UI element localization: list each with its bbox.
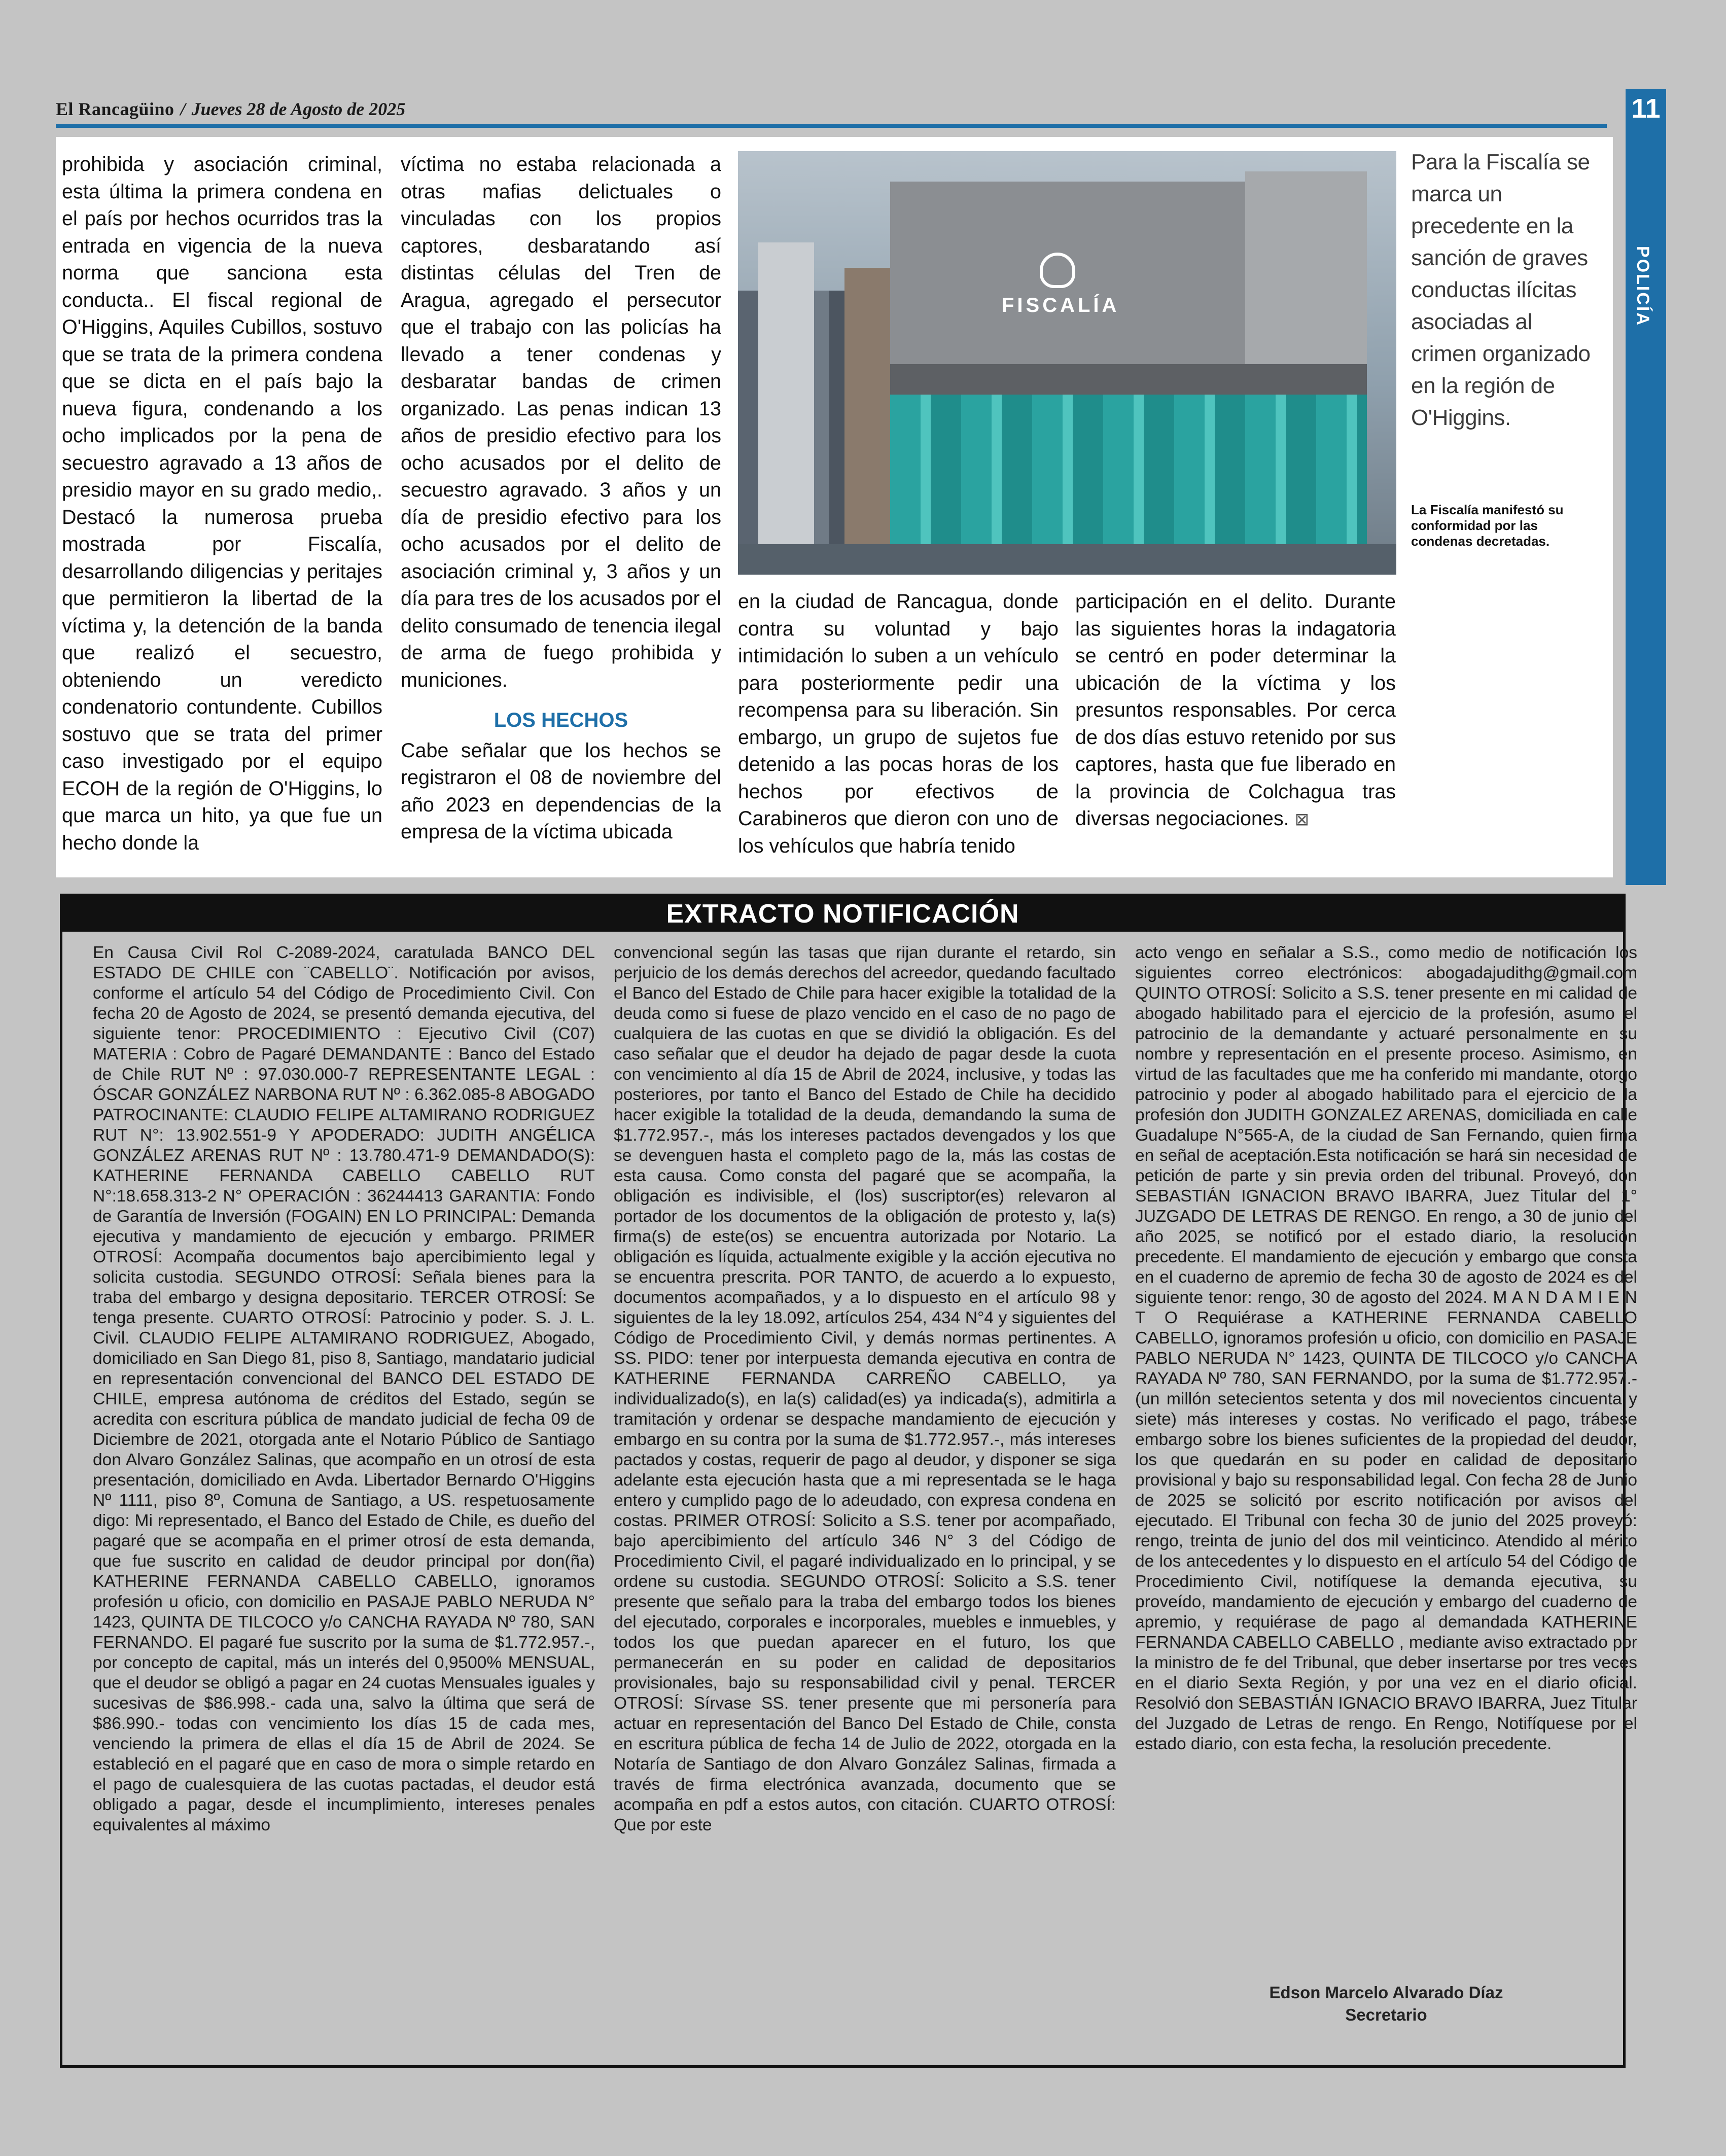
article-text: Cabe señalar que los hechos se registraron el 08 de noviembre del año 2023 en dependencias de la empresa de la víctima ubicada bbox=[401, 739, 721, 843]
article-text bbox=[1075, 588, 1396, 834]
page-header bbox=[56, 91, 1603, 127]
notice-column-3: acto vengo en señalar a S.S., como medio de notificación los siguientes correo electrónicos: abogadajudithg@gmail.com QUINTO OTROSÍ: Solicito a S.S. tener presente en mi calidad de abogado habilitado para el ejercicio de la profesión, asumo el patrocinio de la demandante y actuaré personalmente en su nombre y representación en el presente proceso. Asimismo, en virtud de las facultades que me ha conferido mi mandante, otorgo patrocinio y poder al abogado habilitado para el ejercicio de la profesión don JUDITH GONZALEZ ARENAS, domiciliada en calle Guadalupe N°565-A, de la ciudad de San Fernando, quien firma en señal de aceptación.Esta notificación se hará sin necesidad de petición de parte y sin previa orden del tribunal. Proveyó, don SEBASTIÁN IGNACION BRAVO IBARRA, Juez Titular del 1° JUZGADO DE LETRAS DE RENGO. En rengo, a 30 de junio del año 2025, se notificó por el estado diario, la resolución precedente. El mandamiento de ejecución y embargo que consta en el cuaderno de apremio de fecha 30 de agosto de 2024 es del siguiente tenor: rengo, 30 de agosto del 2024. M A N D A M I E N T O Requiérase a KATHERINE FERNANDA CABELLO CABELLO, ignoramos profesión u oficio, con domicilio en PASAJE PABLO NERUDA N° 1423, QUINTA DE TILCOCO y/o CANCHA RAYADA Nº 780, SAN FERNANDO, por la suma de $1.772.957.- (un millón setecientos setenta y dos mil novecientos cincuenta y siete) más intereses y costas. No verificado el pago, trábese embargo sobre los bienes suficientes de la propiedad del deudor, los que quedarán en su poder en calidad de depositario provisional y bajo su responsabilidad legal. Con fecha 28 de Junio de 2025 se solicitó por escrito notificación por avisos del ejecutado. El Tribunal con fecha 30 de junio del 2025 proveyó: rengo, treinta de junio del dos mil veinticinco. Atendido al mérito de los antecedentes y lo dispuesto en el artículo 54 del Código de Procedimiento Civil, notifíquese la demanda ejecutiva, su proveído, mandamiento de ejecución y embargo del cuaderno de apremio, y requiérase de pago al demandada KATHERINE FERNANDA CABELLO CABELLO , mediante aviso extractado por la ministro de fe del Tribunal, que deber insertarse por tres veces en el diario Sexta Región, y por una vez en el diario oficial. Resolvió don SEBASTIÁN IGNACIO BRAVO IBARRA, Juez Titular del Juzgado de Letras de rengo. En Rengo, Notifíquese por el estado diario, con esta fecha, la resolución precedente. bbox=[1135, 943, 1637, 1753]
page-number: 11 bbox=[1631, 93, 1661, 124]
article-text: en la ciudad de Rancagua, donde contra su voluntad y bajo intimidación lo suben a un vehículo para posteriormente pedir una recompensa para su liberación. Sin embargo, un grupo de sujetos fue detenido a las pocas horas de los hechos por efectivos de Carabineros que dieron con uno de los vehículos que habría tenido bbox=[738, 590, 1059, 857]
notice-title: EXTRACTO NOTIFICACIÓN bbox=[62, 896, 1623, 932]
article-column-3 bbox=[738, 588, 1059, 860]
signer-name: Edson Marcelo Alvarado Díaz bbox=[1269, 1983, 1503, 2002]
notice-signature bbox=[1135, 1982, 1637, 2026]
notice-column-2: convencional según las tasas que rijan durante el retardo, sin perjuicio de los demás derechos del acreedor, quedando facultado el Banco del Estado de Chile para hacer exigible la totalidad de la deuda como si fuese de plazo vencido en el caso de no pago de cualquiera de las cuotas en que se dividió la obligación. Es del caso señalar que el deudor ha dejado de pagar desde la cuota con vencimiento al día 15 de Abril de 2024, inclusive, y todas las posteriores, por tanto el Banco del Estado de Chile ha decidido hacer exigible la totalidad de la deuda, demandando la suma de $1.772.957.-, más los intereses pactados devengados y los que se devenguen hasta el completo pago de la, más las costas de esta causa. Como consta del pagaré que se acompaña, la obligación es indivisible, el (los) suscriptor(es) relevaron al portador de los documentos de la obligación de protesto y, la(s) firma(s) de este(os) se encuentra autorizada por Notario. La obligación es líquida, actualmente exigible y la acción ejecutiva no se encuentra prescrita. POR TANTO, de acuerdo a lo expuesto, documentos acompañados, y a lo dispuesto en el artículo 98 y siguientes de la ley 18.092, artículos 254, 434 N°4 y siguientes del Código de Procedimiento Civil, y demás normas pertinentes. A SS. PIDO: tener por interpuesta demanda ejecutiva en contra de KATHERINE FERNANDA CARREÑO CABELLO, ya individualizado(s), en la(s) calidad(es) ya indicada(s), admitirla a tramitación y ordenar se despache mandamiento de ejecución y embargo en su contra por la suma de $1.772.957.-, más intereses pactados y costas, requerir de pago al deudor, y disponer se siga adelante esta ejecución hasta que a mi representada se le haga entero y cumplido pago de lo adeudado, con expresa condena en costas. PRIMER OTROSÍ: Solicito a S.S. tener por acompañado, bajo apercibimiento del artículo 346 N° 3 del Código de Procedimiento Civil, el pagaré individualizado en lo principal, y se ordene su custodia. SEGUNDO OTROSÍ: Solicito a S.S. tener presente que señalo para la traba del embargo todos los bienes del ejecutado, corporales e incorporales, muebles e inmuebles, y todos los que puedan aparecer en el futuro, los que permanecerán en su poder en calidad de depositarios provisionales, bajo su responsabilidad civil y penal. TERCER OTROSÍ: Sírvase SS. tener presente que mi personería para actuar en representación del Banco Del Estado de Chile, consta en escritura pública de fecha 14 de Julio de 2022, otorgada en la Notaría de Santiago de don Alvaro González Salinas, firmada a través de firma electrónica avanzada, documento que se acompaña en pdf a estos autos, con citación. CUARTO OTROSÍ: Que por este bbox=[614, 943, 1116, 1834]
article-photo bbox=[738, 151, 1396, 575]
notice-column-1: En Causa Civil Rol C-2089-2024, caratulada BANCO DEL ESTADO DE CHILE con ¨CABELLO¨. Notificación por avisos, conforme el artículo 54 del Código de Procedimiento Civil. Con fecha 20 de Agosto de 2024, se presentó demanda ejecutiva, del siguiente tenor: PROCEDIMIENTO : Ejecutivo Civil (C07) MATERIA : Cobro de Pagaré DEMANDANTE : Banco del Estado de Chile RUT Nº : 97.030.000-7 REPRESENTANTE LEGAL : ÓSCAR GONZÁLEZ NARBONA RUT Nº : 6.362.085-8 ABOGADO PATROCINANTE: CLAUDIO FELIPE ALTAMIRANO RODRIGUEZ RUT N°: 13.902.551-9 Y APODERADO: JUDITH ANGÉLICA GONZÁLEZ ARENAS RUT Nº : 13.780.471-9 DEMANDADO(S): KATHERINE FERNANDA CABELLO CABELLO RUT N°:18.658.313-2 N° OPERACIÓN : 36244413 GARANTIA: Fondo de Garantía de Inversión (FOGAIN) EN LO PRINCIPAL: Demanda ejecutiva y mandamiento de ejecución y embargo. PRIMER OTROSÍ: Acompaña documentos bajo apercibimiento legal y solicita custodia. SEGUNDO OTROSÍ: Señala bienes para la traba del embargo y designa depositario. TERCER OTROSÍ: Se tenga presente. CUARTO OTROSÍ: Patrocinio y poder. S. J. L. Civil. CLAUDIO FELIPE ALTAMIRANO RODRIGUEZ, Abogado, domiciliado en San Diego 81, piso 8, Santiago, mandatario judicial en representación convencional del BANCO DEL ESTADO DE CHILE, empresa autónoma de créditos del Estado, según se acredita con escritura pública de mandato judicial de fecha 09 de Diciembre de 2021, otorgada ante el Notario Público de Santiago don Alvaro González Salinas, que acompaño en un otrosí de esta presentación, domiciliado en Avda. Libertador Bernardo O'Higgins Nº 1111, piso 8º, Comuna de Santiago, a US. respetuosamente digo: Mi representado, el Banco del Estado de Chile, es dueño del pagaré que se acompaña en el primer otrosí de esta demanda, que fue suscrito en calidad de deudor principal por don(ña) KATHERINE FERNANDA CABELLO CABELLO, ignoramos profesión u oficio, con domicilio en PASAJE PABLO NERUDA N° 1423, QUINTA DE TILCOCO y/o CANCHA RAYADA Nº 780, SAN FERNANDO. El pagaré fue suscrito por la suma de $1.772.957.-, por concepto de capital, más un interés del 0,9500% MENSUAL, que el deudor se obligó a pagar en 24 cuotas Mensuales iguales y sucesivas de $86.998.- cada una, salvo la última que será de $86.990.- todas con vencimiento los días 15 de cada mes, venciendo la primera de ellas el día 15 de Abril de 2024. Se estableció en el pagaré que en caso de mora o simple retardo en el pago de cualesquiera de las cuotas pactadas, el deudor está obligado a pagar, desde el incumplimiento, intereses penales equivalentes al máximo bbox=[93, 943, 595, 1834]
article-column-1 bbox=[62, 151, 382, 857]
article-text-span: participación en el delito. Durante las siguientes horas la indagatoria se centró en poder determinar la ubicación de la víctima y los presuntos responsables. Por cerca de dos días estuvo retenido por sus captores, hasta que fue liberado en la provincia de Colchagua tras diversas negociaciones. bbox=[1075, 590, 1396, 830]
fiscalia-logo bbox=[1002, 253, 1120, 317]
building-sign: FISCALÍA bbox=[1002, 294, 1120, 316]
article-text: víctima no estaba relacionada a otras mafias delictuales o vinculadas con los propios captores, desbaratando así distintas células del Tren de Aragua, agregado el persecutor que el trabajo con las policías ha llevado a tener condenas y desbaratar bandas de crimen organizado. Las penas indican 13 años de presidio efectivo para los ocho acusados por el delito de secuestro agravado. 3 años y un día de presidio efectivo para los ocho acusados por el delito de asociación criminal y, 3 años y un día para tres de los acusados por el delito consumado de tenencia ilegal de arma de fuego prohibida y municiones. bbox=[401, 153, 721, 691]
publication-date: Jueves 28 de Agosto de 2025 bbox=[191, 99, 406, 119]
legal-notice bbox=[60, 894, 1637, 2068]
header-rule bbox=[56, 124, 1607, 128]
photo-caption: La Fiscalía manifestó su conformidad por las condenas decretadas. bbox=[1411, 502, 1564, 549]
publication-name: El Rancagüino bbox=[56, 99, 174, 119]
article-text: prohibida y asociación criminal, esta última la primera condena en el país por hechos ocurridos tras la entrada en vigencia de la nueva norma que sanciona esta conducta.. El fiscal regional de O'Higgins, Aquiles Cubillos, sostuvo que se trata de la primera condena que se dicta en el país bajo la nueva figura, condenando a los ocho implicados por la pena de secuestro agravado a 13 años de presidio mayor en su grado medio,. Destacó la numerosa prueba mostrada por Fiscalía, desarrollando diligencias y peritajes que permitieron la libertad de la víctima y, la detención de la banda que realizó el secuestro, obteniendo un veredicto condenatorio contundente. Cubillos sostuvo que se trata del primer caso investigado por el equipo ECOH de la región de O'Higgins, lo que marca un hito, ya que fue un hecho donde la bbox=[62, 153, 382, 854]
section-name: POLICÍA bbox=[1633, 246, 1652, 327]
article-column-2 bbox=[401, 151, 721, 846]
article-subhead: LOS HECHOS bbox=[494, 709, 628, 731]
pull-quote: Para la Fiscalía se marca un precedente en la sanción de graves conductas ilícitas asociadas al crimen organizado en la región de O'Higgins. bbox=[1411, 150, 1591, 430]
header-separator: / bbox=[180, 99, 186, 119]
end-mark-icon: ⊠ bbox=[1294, 810, 1310, 829]
section-tab bbox=[1626, 89, 1666, 885]
signer-title: Secretario bbox=[1345, 2005, 1427, 2024]
news-article bbox=[56, 137, 1613, 877]
article-column-4 bbox=[1075, 588, 1396, 834]
